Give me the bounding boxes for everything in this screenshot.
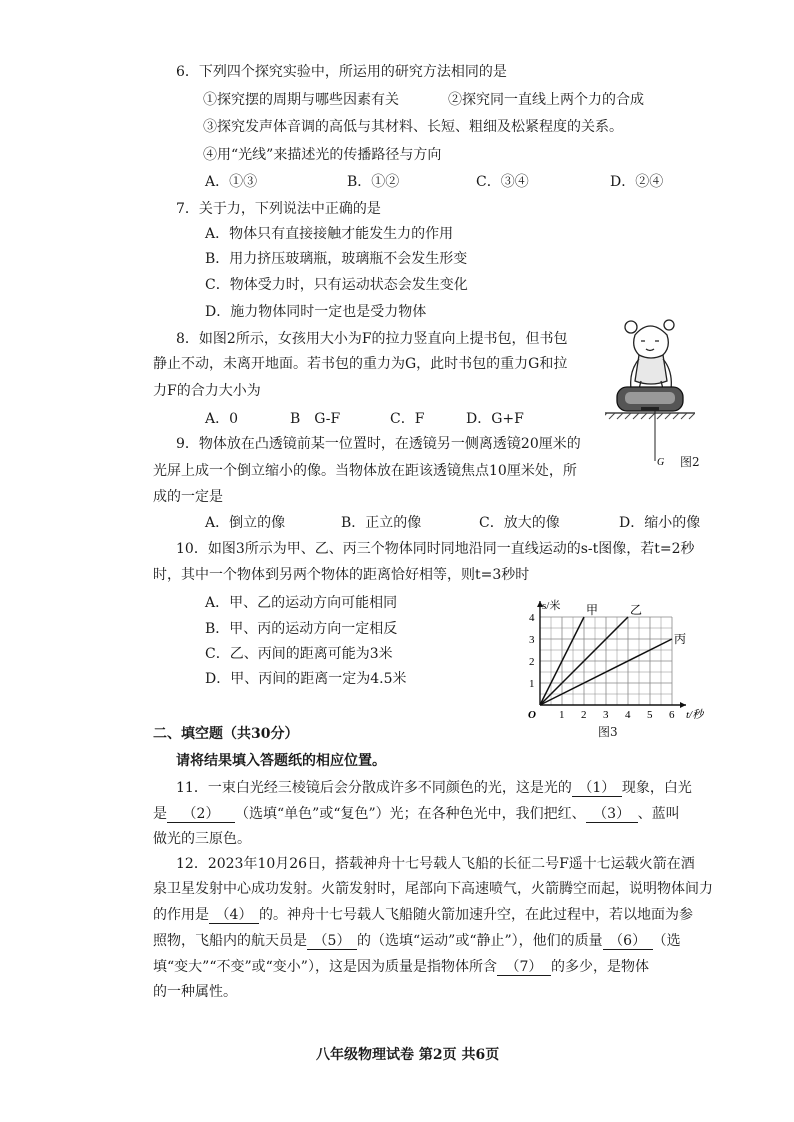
q6-item-4: ④用“光线”来描述光的传播路径与方向 <box>203 147 442 163</box>
q11-line-1 <box>176 779 692 797</box>
y-tick-label: 1 <box>529 678 535 690</box>
q12-text-3b: 的。神舟十七号载人飞船随火箭加速升空，在此过程中，若以地面为参 <box>259 907 693 923</box>
q8-option-a: A．0 <box>205 411 239 427</box>
x-tick-label: 2 <box>581 709 587 721</box>
q10-line-1: 10．如图3所示为甲、乙、丙三个物体同时同地沿同一直线运动的s-t图像，若t=2秒 <box>176 541 695 557</box>
schoolbag-icon <box>617 387 683 411</box>
q12-line-4 <box>153 932 681 950</box>
q12-line-6: 的一种属性。 <box>153 984 237 1000</box>
q11-text-1a: 11．一束白光经三棱镜后会分散成许多不同颜色的光，这是光的 <box>176 780 572 796</box>
answer-blank-1: （1） <box>572 780 622 797</box>
q12-text-4a: 照物，飞船内的航天员是 <box>153 933 307 949</box>
q11-text-1b: 现象，白光 <box>621 780 692 796</box>
y-tick-label: 4 <box>529 612 535 624</box>
q12-text-3a: 的作用是 <box>153 907 209 923</box>
q8-option-c: C．F <box>390 411 425 427</box>
answer-blank-2: （2） <box>167 806 235 823</box>
q6-item-1: ①探究摆的周期与哪些因素有关 <box>203 92 399 108</box>
q6-option-c: C．③④ <box>476 174 529 190</box>
q12-line-1: 12．2023年10月26日，搭载神舟十七号载人飞船的长征二号F遥十七运载火箭在酒 <box>176 856 695 872</box>
q11-text-2b: （选填“单色”或“复色”）光；在各种色光中，我们把红、 <box>235 806 586 822</box>
q8-line-3: 力F的合力大小为 <box>153 383 261 399</box>
q7-option-d: D．施力物体同时一定也是受力物体 <box>205 304 427 320</box>
q6-item-2: ②探究同一直线上两个力的合成 <box>448 92 644 108</box>
ground-hatch <box>605 413 695 419</box>
q12-text-4c: （选 <box>652 933 681 949</box>
q9-line-1: 9．物体放在凸透镜前某一位置时，在透镜另一侧离透镜20厘米的 <box>176 436 581 452</box>
answer-blank-3: （3） <box>586 806 638 823</box>
q8-option-d: D．G+F <box>466 411 524 427</box>
q7-stem: 7．关于力，下列说法中正确的是 <box>176 201 381 217</box>
origin-label: O <box>528 709 536 721</box>
q6-option-b: B．①② <box>347 174 400 190</box>
q11-line-3: 做光的三原色。 <box>153 831 251 847</box>
q7-option-c: C．物体受力时，只有运动状态会发生变化 <box>205 277 468 293</box>
q10-option-d: D．甲、丙间的距离一定为4.5米 <box>205 671 407 687</box>
q10-option-c: C．乙、丙间的距离可能为3米 <box>205 646 393 662</box>
q12-text-5a: 填“变大”“不变”或“变小”），这是因为质量是指物体所含 <box>153 959 497 975</box>
q9-line-2: 光屏上成一个倒立缩小的像。当物体放在距该透镜焦点10厘米处，所 <box>153 463 577 479</box>
q6-option-d: D．②④ <box>610 174 664 190</box>
q9-option-b: B．正立的像 <box>341 515 422 531</box>
q10-option-b: B．甲、丙的运动方向一定相反 <box>205 621 398 637</box>
x-tick-label: 4 <box>625 709 631 721</box>
graph-grid <box>540 617 672 705</box>
series-label-1: 甲 <box>586 603 599 617</box>
x-tick-label: 6 <box>669 709 675 721</box>
x-tick-label: 1 <box>559 709 565 721</box>
q12-line-3 <box>153 906 693 924</box>
q9-option-d: D．缩小的像 <box>619 515 701 531</box>
x-tick-label: 5 <box>647 709 653 721</box>
q12-text-4b: 的（选填“运动”或“静止”），他们的质量 <box>357 933 603 949</box>
q8-line-2: 静止不动，未离开地面。若书包的重力为G，此时书包的重力G和拉 <box>153 356 568 372</box>
q9-line-3: 成的一定是 <box>153 489 223 505</box>
answer-blank-7: （7） <box>497 959 551 976</box>
answer-blank-5: （5） <box>307 933 357 950</box>
series-label-3: 丙 <box>674 632 687 646</box>
answer-blank-4: （4） <box>209 907 259 924</box>
q7-option-b: B．用力挤压玻璃瓶，玻璃瓶不会发生形变 <box>205 251 468 267</box>
section-2-instruction: 请将结果填入答题纸的相应位置。 <box>176 753 386 769</box>
section-2-title: 二、填空题（共30分） <box>153 726 299 742</box>
q8-line-1: 8．如图2所示，女孩用大小为F的拉力竖直向上提书包，但书包 <box>176 331 568 347</box>
graph-labels <box>528 598 705 721</box>
q12-line-5 <box>153 958 649 976</box>
q11-line-2 <box>153 805 680 823</box>
figure-2-girl-lifting-bag <box>605 315 695 470</box>
y-axis-label: s/米 <box>542 600 561 612</box>
series-label-2: 乙 <box>630 603 643 617</box>
q12-line-2: 泉卫星发射中心成功发射。火箭发射时，尾部向下高速喷气，火箭腾空而起，说明物体间力 <box>153 881 713 897</box>
q6-stem: 6．下列四个探究实验中，所运用的研究方法相同的是 <box>176 64 507 80</box>
q11-text-2a: 是 <box>153 806 167 822</box>
page-footer: 八年级物理试卷 第2页 共6页 <box>316 1047 500 1063</box>
gravity-label: G <box>657 457 665 468</box>
q11-text-2c: 、蓝叫 <box>637 806 680 822</box>
q9-option-c: C．放大的像 <box>479 515 560 531</box>
q10-option-a: A．甲、乙的运动方向可能相同 <box>205 595 398 611</box>
figure-3-caption: 图3 <box>598 725 618 739</box>
x-tick-label: 3 <box>603 709 609 721</box>
q6-option-a: A．①③ <box>205 174 258 190</box>
x-axis-label: t/秒 <box>686 709 704 721</box>
q7-option-a: A．物体只有直接接触才能发生力的作用 <box>205 226 454 242</box>
answer-blank-6: （6） <box>603 933 653 950</box>
y-tick-label: 3 <box>529 634 535 646</box>
q9-option-a: A．倒立的像 <box>205 515 286 531</box>
q6-item-3: ③探究发声体音调的高低与其材料、长短、粗细及松紧程度的关系。 <box>203 119 623 135</box>
q12-text-5b: 的多少，是物体 <box>550 959 649 975</box>
x-axis-arrow <box>680 702 686 708</box>
figure-2-caption: 图2 <box>680 455 700 469</box>
q8-option-b: B G-F <box>290 411 341 427</box>
y-tick-label: 2 <box>529 656 535 668</box>
q10-line-2: 时，其中一个物体到另两个物体的距离恰好相等，则t=3秒时 <box>153 567 530 583</box>
figure-3-st-graph <box>520 590 720 740</box>
